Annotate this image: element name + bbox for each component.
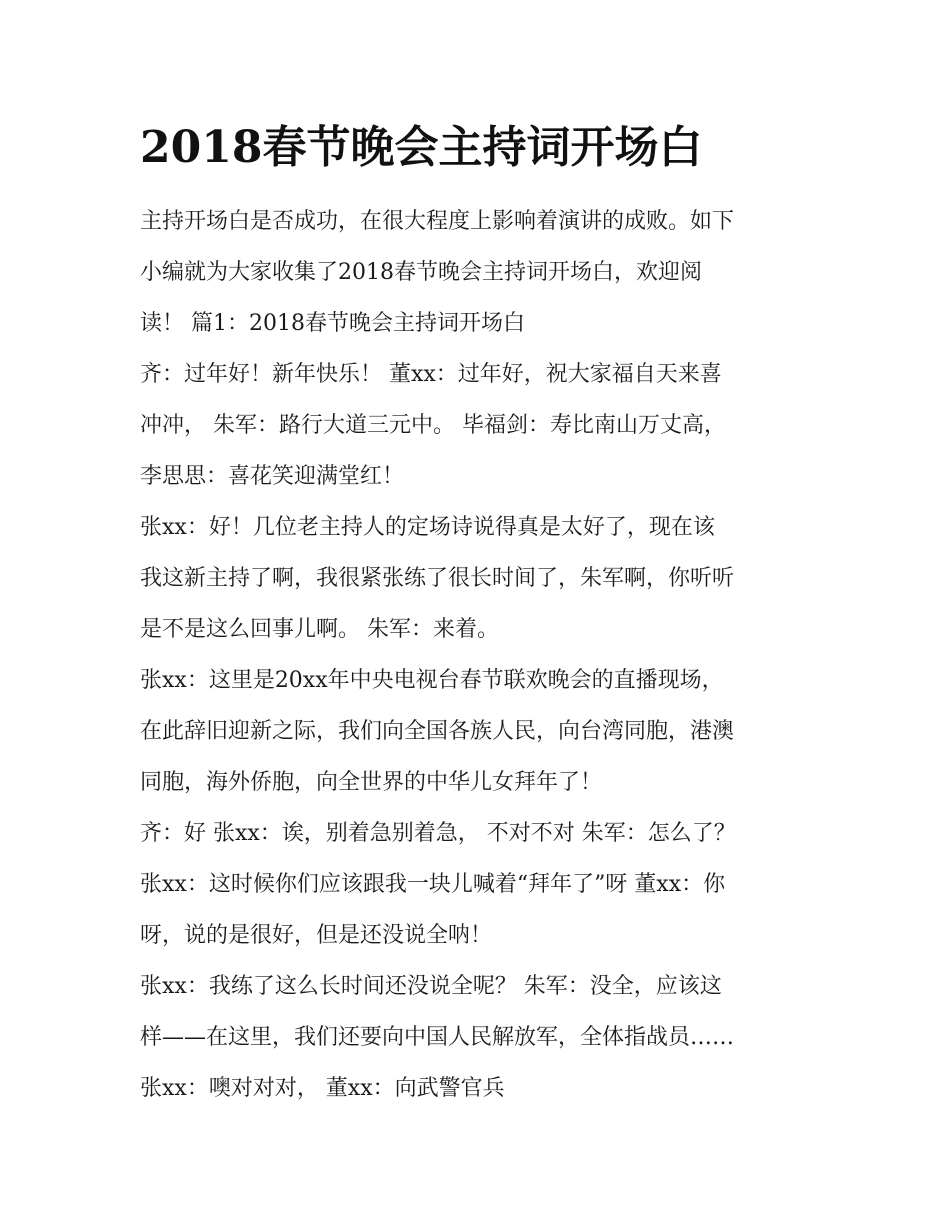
body-line: 小编就为大家收集了2018春节晚会主持词开场白，欢迎阅 <box>140 260 702 285</box>
body-line: 我这新主持了啊，我很紧张练了很长时间了，朱军啊，你听听 <box>140 566 735 591</box>
body-line: 冲冲， 朱军：路行大道三元中。 毕福剑：寿比南山万丈高， <box>140 413 726 438</box>
body-line: 张xx：这里是20xx年中央电视台春节联欢晚会的直播现场， <box>140 668 724 693</box>
body-line: 主持开场白是否成功，在很大程度上影响着演讲的成败。如下 <box>140 209 735 234</box>
body-line: 在此辞旧迎新之际，我们向全国各族人民，向台湾同胞，港澳 <box>140 719 735 744</box>
body-line: 齐：过年好！新年快乐！ 董xx：过年好，祝大家福自天来喜 <box>140 362 722 387</box>
body-line: 样——在这里，我们还要向中国人民解放军，全体指战员…… <box>140 1025 735 1050</box>
document-title: 2018春节晚会主持词开场白 <box>140 122 703 173</box>
body-line: 呀，说的是很好，但是还没说全呐！ <box>140 923 493 948</box>
body-line: 李思思：喜花笑迎满堂红！ <box>140 464 405 489</box>
body-line: 是不是这么回事儿啊。 朱军：来着。 <box>140 617 499 642</box>
body-line: 张xx：我练了这么长时间还没说全呢？ 朱军：没全，应该这 <box>140 974 722 999</box>
body-line: 同胞，海外侨胞，向全世界的中华儿女拜年了！ <box>140 770 603 795</box>
body-line: 张xx：这时候你们应该跟我一块儿喊着“拜年了”呀 董xx：你 <box>140 872 726 897</box>
body-line: 张xx：噢对对对， 董xx：向武警官兵 <box>140 1076 505 1101</box>
body-line: 张xx：好！几位老主持人的定场诗说得真是太好了，现在该 <box>140 515 715 540</box>
document-body <box>140 196 830 1114</box>
body-line: 读！ 篇1：2018春节晚会主持词开场白 <box>140 311 525 336</box>
body-line: 齐：好 张xx：诶，别着急别着急， 不对不对 朱军：怎么了？ <box>140 821 736 846</box>
